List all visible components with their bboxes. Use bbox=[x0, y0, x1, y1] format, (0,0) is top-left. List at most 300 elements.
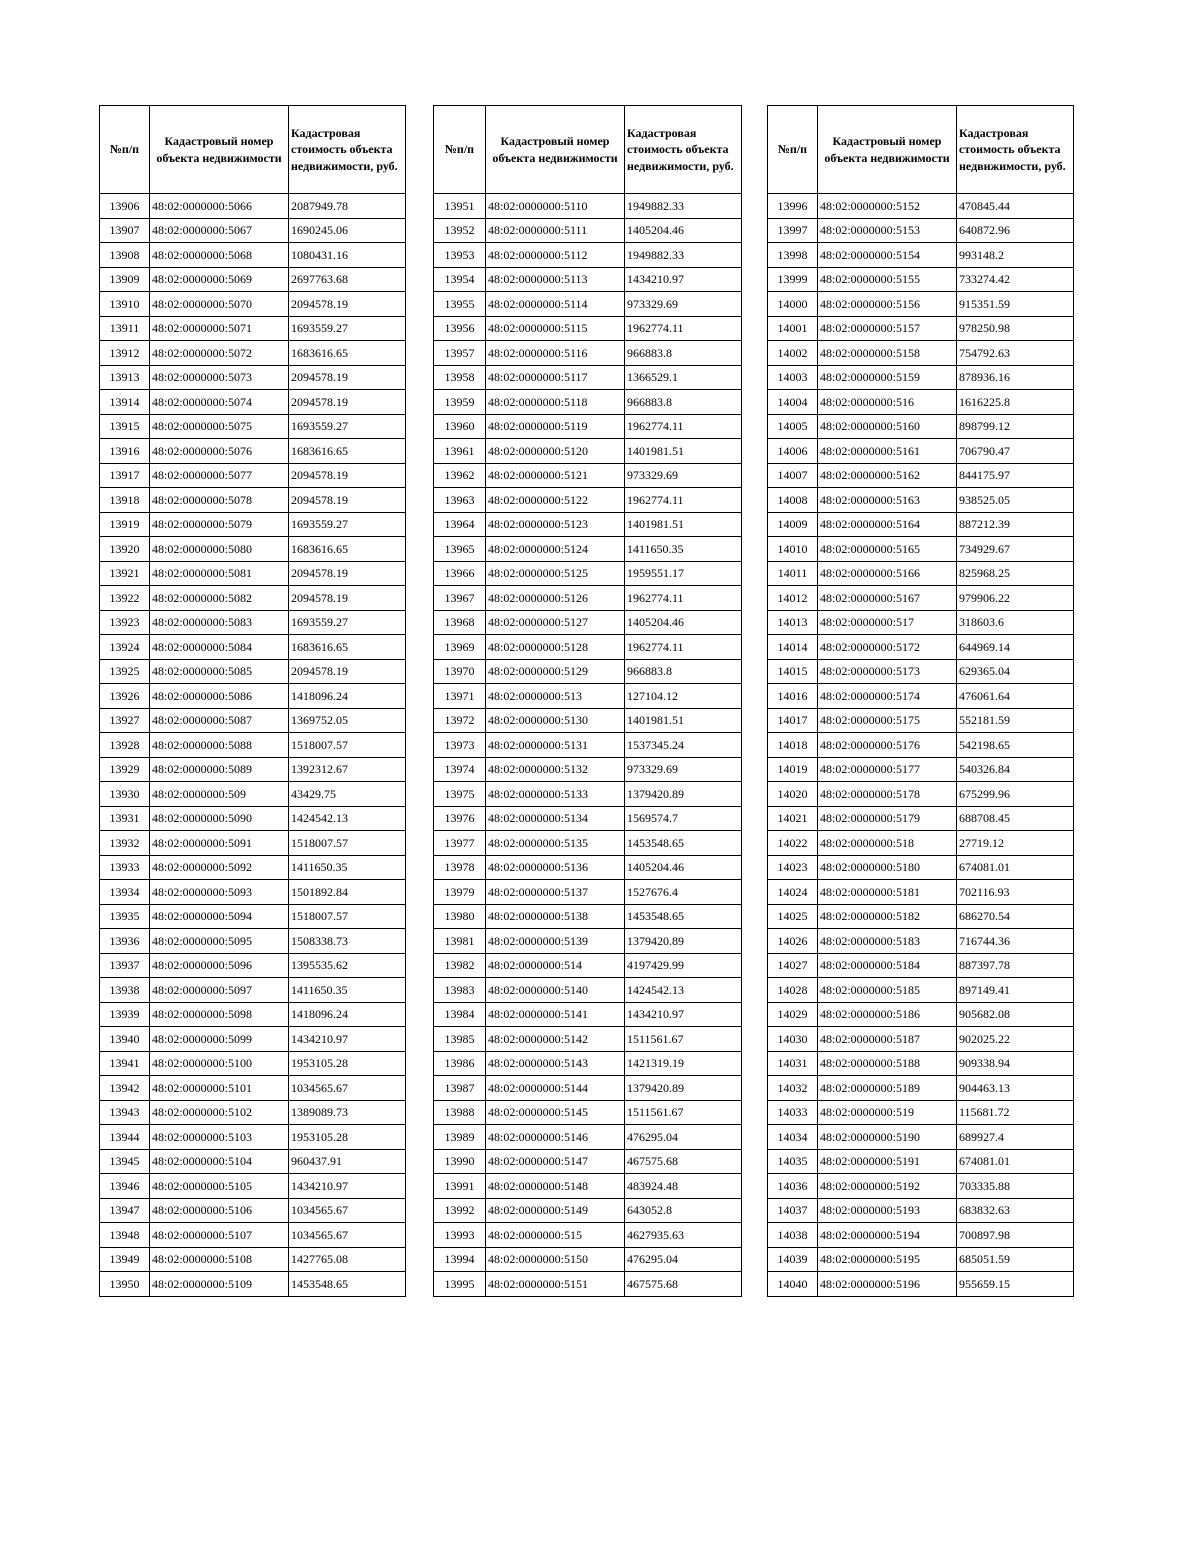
cadastral-value: 643052.8 bbox=[625, 1198, 742, 1223]
cadastral-value: 973329.69 bbox=[625, 292, 742, 317]
row-number: 13946 bbox=[100, 1174, 150, 1199]
table-row bbox=[768, 488, 1074, 513]
cadastral-value: 1569574.7 bbox=[625, 806, 742, 831]
cadastral-value: 1683616.65 bbox=[289, 537, 406, 562]
row-number: 13949 bbox=[100, 1247, 150, 1272]
table-row bbox=[768, 659, 1074, 684]
row-number: 13912 bbox=[100, 341, 150, 366]
cadastral-number: 48:02:0000000:5111 bbox=[486, 218, 625, 243]
cadastral-number: 48:02:0000000:5150 bbox=[486, 1247, 625, 1272]
table-row bbox=[100, 757, 406, 782]
row-number: 13974 bbox=[434, 757, 486, 782]
table-row bbox=[100, 708, 406, 733]
row-number: 14011 bbox=[768, 561, 818, 586]
cadastral-value: 1401981.51 bbox=[625, 512, 742, 537]
cadastral-number: 48:02:0000000:5175 bbox=[818, 708, 957, 733]
table-row bbox=[768, 880, 1074, 905]
cadastral-number: 48:02:0000000:5108 bbox=[150, 1247, 289, 1272]
row-number: 13975 bbox=[434, 782, 486, 807]
cadastral-value: 674081.01 bbox=[957, 1149, 1074, 1174]
row-number: 13959 bbox=[434, 390, 486, 415]
cadastral-number: 48:02:0000000:5179 bbox=[818, 806, 957, 831]
table-row bbox=[434, 635, 742, 660]
table-row bbox=[434, 1198, 742, 1223]
cadastral-number: 48:02:0000000:5158 bbox=[818, 341, 957, 366]
table-row bbox=[100, 978, 406, 1003]
cadastral-value: 1501892.84 bbox=[289, 880, 406, 905]
cadastral-value: 825968.25 bbox=[957, 561, 1074, 586]
row-number: 13919 bbox=[100, 512, 150, 537]
table-row bbox=[768, 782, 1074, 807]
cadastral-number: 48:02:0000000:517 bbox=[818, 610, 957, 635]
row-number: 13955 bbox=[434, 292, 486, 317]
table-row bbox=[434, 1247, 742, 1272]
cadastral-number: 48:02:0000000:5115 bbox=[486, 316, 625, 341]
cadastral-number: 48:02:0000000:5066 bbox=[150, 194, 289, 219]
table-row bbox=[768, 1100, 1074, 1125]
row-number: 13939 bbox=[100, 1002, 150, 1027]
cadastral-value: 686270.54 bbox=[957, 904, 1074, 929]
table-row bbox=[100, 537, 406, 562]
table-row bbox=[768, 1002, 1074, 1027]
cadastral-value: 1434210.97 bbox=[625, 1002, 742, 1027]
cadastral-value: 898799.12 bbox=[957, 414, 1074, 439]
table-row bbox=[434, 414, 742, 439]
table-row bbox=[434, 537, 742, 562]
cadastral-value: 1953105.28 bbox=[289, 1051, 406, 1076]
table-row bbox=[434, 806, 742, 831]
row-number: 14008 bbox=[768, 488, 818, 513]
cadastral-value: 2094578.19 bbox=[289, 488, 406, 513]
cadastral-value: 887212.39 bbox=[957, 512, 1074, 537]
table-row bbox=[768, 1272, 1074, 1297]
cadastral-value: 1411650.35 bbox=[289, 978, 406, 1003]
cadastral-value: 476295.04 bbox=[625, 1125, 742, 1150]
table-row bbox=[768, 365, 1074, 390]
table-row bbox=[100, 414, 406, 439]
cadastral-number: 48:02:0000000:5174 bbox=[818, 684, 957, 709]
table-row bbox=[100, 904, 406, 929]
cadastral-number: 48:02:0000000:5142 bbox=[486, 1027, 625, 1052]
cadastral-value: 1421319.19 bbox=[625, 1051, 742, 1076]
row-number: 13992 bbox=[434, 1198, 486, 1223]
table-row bbox=[100, 512, 406, 537]
cadastral-value: 2094578.19 bbox=[289, 561, 406, 586]
cadastral-number: 48:02:0000000:5154 bbox=[818, 243, 957, 268]
header-cadastral-number: Кадастровый номер объекта недвижимости bbox=[150, 106, 289, 194]
table-row bbox=[100, 1149, 406, 1174]
table-row bbox=[768, 1125, 1074, 1150]
cadastral-number: 48:02:0000000:509 bbox=[150, 782, 289, 807]
table-row bbox=[100, 292, 406, 317]
cadastral-value: 1411650.35 bbox=[289, 855, 406, 880]
cadastral-number: 48:02:0000000:516 bbox=[818, 390, 957, 415]
row-number: 14017 bbox=[768, 708, 818, 733]
row-number: 13979 bbox=[434, 880, 486, 905]
cadastral-number: 48:02:0000000:5093 bbox=[150, 880, 289, 905]
row-number: 14025 bbox=[768, 904, 818, 929]
row-number: 14029 bbox=[768, 1002, 818, 1027]
row-number: 13908 bbox=[100, 243, 150, 268]
cadastral-number: 48:02:0000000:5107 bbox=[150, 1223, 289, 1248]
cadastral-number: 48:02:0000000:5138 bbox=[486, 904, 625, 929]
row-number: 13924 bbox=[100, 635, 150, 660]
cadastral-number: 48:02:0000000:5122 bbox=[486, 488, 625, 513]
table-row bbox=[100, 1272, 406, 1297]
cadastral-number: 48:02:0000000:5069 bbox=[150, 267, 289, 292]
table-row bbox=[100, 1051, 406, 1076]
cadastral-value: 904463.13 bbox=[957, 1076, 1074, 1101]
row-number: 14006 bbox=[768, 439, 818, 464]
cadastral-value: 1401981.51 bbox=[625, 439, 742, 464]
cadastral-number: 48:02:0000000:5164 bbox=[818, 512, 957, 537]
table-row bbox=[768, 512, 1074, 537]
cadastral-number: 48:02:0000000:5106 bbox=[150, 1198, 289, 1223]
cadastral-value: 960437.91 bbox=[289, 1149, 406, 1174]
cadastral-number: 48:02:0000000:514 bbox=[486, 953, 625, 978]
row-number: 13944 bbox=[100, 1125, 150, 1150]
row-number: 13989 bbox=[434, 1125, 486, 1150]
cadastral-number: 48:02:0000000:5146 bbox=[486, 1125, 625, 1150]
row-number: 13911 bbox=[100, 316, 150, 341]
row-number: 14027 bbox=[768, 953, 818, 978]
header-cadastral-value: Кадастровая стоимость объекта недвижимости, руб. bbox=[289, 106, 406, 194]
cadastral-value: 966883.8 bbox=[625, 659, 742, 684]
header-cadastral-value: Кадастровая стоимость объекта недвижимости, руб. bbox=[957, 106, 1074, 194]
table-row bbox=[434, 708, 742, 733]
cadastral-value: 2094578.19 bbox=[289, 365, 406, 390]
cadastral-number: 48:02:0000000:5190 bbox=[818, 1125, 957, 1150]
cadastral-value: 467575.68 bbox=[625, 1272, 742, 1297]
cadastral-number: 48:02:0000000:5092 bbox=[150, 855, 289, 880]
cadastral-value: 1389089.73 bbox=[289, 1100, 406, 1125]
header-cadastral-number: Кадастровый номер объекта недвижимости bbox=[818, 106, 957, 194]
cadastral-number: 48:02:0000000:5104 bbox=[150, 1149, 289, 1174]
cadastral-number: 48:02:0000000:5070 bbox=[150, 292, 289, 317]
cadastral-number: 48:02:0000000:5136 bbox=[486, 855, 625, 880]
row-number: 13948 bbox=[100, 1223, 150, 1248]
cadastral-number: 48:02:0000000:5180 bbox=[818, 855, 957, 880]
row-number: 13984 bbox=[434, 1002, 486, 1027]
row-number: 14022 bbox=[768, 831, 818, 856]
table-row bbox=[100, 733, 406, 758]
table-row bbox=[100, 880, 406, 905]
cadastral-number: 48:02:0000000:5134 bbox=[486, 806, 625, 831]
table-row bbox=[768, 292, 1074, 317]
cadastral-number: 48:02:0000000:5082 bbox=[150, 586, 289, 611]
table-row bbox=[768, 586, 1074, 611]
cadastral-value: 979906.22 bbox=[957, 586, 1074, 611]
cadastral-value: 1379420.89 bbox=[625, 782, 742, 807]
row-number: 13922 bbox=[100, 586, 150, 611]
cadastral-number: 48:02:0000000:5178 bbox=[818, 782, 957, 807]
table-row bbox=[434, 978, 742, 1003]
cadastral-number: 48:02:0000000:5163 bbox=[818, 488, 957, 513]
table-row bbox=[100, 1223, 406, 1248]
table-row bbox=[100, 243, 406, 268]
cadastral-number: 48:02:0000000:5140 bbox=[486, 978, 625, 1003]
table-row bbox=[100, 855, 406, 880]
table-row bbox=[434, 610, 742, 635]
header-cadastral-value: Кадастровая стоимость объекта недвижимости, руб. bbox=[625, 106, 742, 194]
cadastral-value: 966883.8 bbox=[625, 341, 742, 366]
row-number: 13931 bbox=[100, 806, 150, 831]
cadastral-value: 1401981.51 bbox=[625, 708, 742, 733]
cadastral-value: 973329.69 bbox=[625, 757, 742, 782]
row-number: 14036 bbox=[768, 1174, 818, 1199]
cadastral-number: 48:02:0000000:5148 bbox=[486, 1174, 625, 1199]
cadastral-number: 48:02:0000000:5152 bbox=[818, 194, 957, 219]
cadastral-value: 878936.16 bbox=[957, 365, 1074, 390]
cadastral-number: 48:02:0000000:5193 bbox=[818, 1198, 957, 1223]
cadastral-number: 48:02:0000000:5101 bbox=[150, 1076, 289, 1101]
cadastral-number: 48:02:0000000:5194 bbox=[818, 1223, 957, 1248]
table-row bbox=[768, 1051, 1074, 1076]
table-row bbox=[768, 757, 1074, 782]
header-num: №п/п bbox=[768, 106, 818, 194]
cadastral-number: 48:02:0000000:5186 bbox=[818, 1002, 957, 1027]
cadastral-value: 1962774.11 bbox=[625, 488, 742, 513]
cadastral-number: 48:02:0000000:5110 bbox=[486, 194, 625, 219]
table-header-row bbox=[100, 106, 406, 194]
table-row bbox=[434, 1027, 742, 1052]
row-number: 13976 bbox=[434, 806, 486, 831]
cadastral-value: 1959551.17 bbox=[625, 561, 742, 586]
cadastral-value: 27719.12 bbox=[957, 831, 1074, 856]
cadastral-value: 4197429.99 bbox=[625, 953, 742, 978]
table-row bbox=[768, 1247, 1074, 1272]
table-header-row bbox=[768, 106, 1074, 194]
cadastral-number: 48:02:0000000:5090 bbox=[150, 806, 289, 831]
header-cadastral-number: Кадастровый номер объекта недвижимости bbox=[486, 106, 625, 194]
cadastral-value: 2094578.19 bbox=[289, 463, 406, 488]
cadastral-value: 1511561.67 bbox=[625, 1100, 742, 1125]
row-number: 13981 bbox=[434, 929, 486, 954]
table-row bbox=[768, 390, 1074, 415]
table-row bbox=[434, 1174, 742, 1199]
cadastral-number: 48:02:0000000:5123 bbox=[486, 512, 625, 537]
cadastral-number: 48:02:0000000:5172 bbox=[818, 635, 957, 660]
cadastral-number: 48:02:0000000:5099 bbox=[150, 1027, 289, 1052]
cadastral-value: 734929.67 bbox=[957, 537, 1074, 562]
row-number: 14021 bbox=[768, 806, 818, 831]
cadastral-value: 905682.08 bbox=[957, 1002, 1074, 1027]
cadastral-value: 1034565.67 bbox=[289, 1223, 406, 1248]
row-number: 14012 bbox=[768, 586, 818, 611]
row-number: 14039 bbox=[768, 1247, 818, 1272]
cadastral-value: 1453548.65 bbox=[289, 1272, 406, 1297]
cadastral-number: 48:02:0000000:5147 bbox=[486, 1149, 625, 1174]
cadastral-number: 48:02:0000000:519 bbox=[818, 1100, 957, 1125]
row-number: 13954 bbox=[434, 267, 486, 292]
cadastral-number: 48:02:0000000:5195 bbox=[818, 1247, 957, 1272]
table-row bbox=[434, 929, 742, 954]
table-row bbox=[100, 463, 406, 488]
row-number: 13929 bbox=[100, 757, 150, 782]
row-number: 13933 bbox=[100, 855, 150, 880]
row-number: 13998 bbox=[768, 243, 818, 268]
table-row bbox=[434, 365, 742, 390]
row-number: 13935 bbox=[100, 904, 150, 929]
cadastral-number: 48:02:0000000:5078 bbox=[150, 488, 289, 513]
cadastral-number: 48:02:0000000:5085 bbox=[150, 659, 289, 684]
cadastral-number: 48:02:0000000:5072 bbox=[150, 341, 289, 366]
row-number: 14031 bbox=[768, 1051, 818, 1076]
cadastral-table-2 bbox=[433, 105, 742, 1297]
cadastral-value: 1395535.62 bbox=[289, 953, 406, 978]
table-row bbox=[768, 635, 1074, 660]
cadastral-value: 1518007.57 bbox=[289, 904, 406, 929]
table-row bbox=[768, 439, 1074, 464]
row-number: 13940 bbox=[100, 1027, 150, 1052]
table-row bbox=[434, 880, 742, 905]
table-row bbox=[434, 1051, 742, 1076]
table-row bbox=[434, 316, 742, 341]
cadastral-number: 48:02:0000000:5162 bbox=[818, 463, 957, 488]
cadastral-value: 1080431.16 bbox=[289, 243, 406, 268]
row-number: 13910 bbox=[100, 292, 150, 317]
cadastral-number: 48:02:0000000:5086 bbox=[150, 684, 289, 709]
cadastral-number: 48:02:0000000:5096 bbox=[150, 953, 289, 978]
cadastral-value: 706790.47 bbox=[957, 439, 1074, 464]
cadastral-number: 48:02:0000000:5137 bbox=[486, 880, 625, 905]
table-row bbox=[100, 218, 406, 243]
cadastral-value: 1693559.27 bbox=[289, 610, 406, 635]
row-number: 14028 bbox=[768, 978, 818, 1003]
table-row bbox=[434, 439, 742, 464]
cadastral-value: 675299.96 bbox=[957, 782, 1074, 807]
row-number: 13963 bbox=[434, 488, 486, 513]
row-number: 13968 bbox=[434, 610, 486, 635]
cadastral-number: 48:02:0000000:5109 bbox=[150, 1272, 289, 1297]
cadastral-number: 48:02:0000000:5095 bbox=[150, 929, 289, 954]
row-number: 13938 bbox=[100, 978, 150, 1003]
cadastral-number: 48:02:0000000:5143 bbox=[486, 1051, 625, 1076]
cadastral-number: 48:02:0000000:5131 bbox=[486, 733, 625, 758]
row-number: 13928 bbox=[100, 733, 150, 758]
cadastral-number: 48:02:0000000:5120 bbox=[486, 439, 625, 464]
row-number: 13930 bbox=[100, 782, 150, 807]
cadastral-number: 48:02:0000000:5089 bbox=[150, 757, 289, 782]
table-row bbox=[768, 953, 1074, 978]
cadastral-number: 48:02:0000000:5157 bbox=[818, 316, 957, 341]
row-number: 13980 bbox=[434, 904, 486, 929]
cadastral-number: 48:02:0000000:5087 bbox=[150, 708, 289, 733]
table-row bbox=[100, 782, 406, 807]
row-number: 13960 bbox=[434, 414, 486, 439]
cadastral-number: 48:02:0000000:5181 bbox=[818, 880, 957, 905]
row-number: 13947 bbox=[100, 1198, 150, 1223]
table-row bbox=[434, 341, 742, 366]
table-row bbox=[768, 708, 1074, 733]
cadastral-value: 688708.45 bbox=[957, 806, 1074, 831]
cadastral-number: 48:02:0000000:5135 bbox=[486, 831, 625, 856]
cadastral-number: 48:02:0000000:5130 bbox=[486, 708, 625, 733]
row-number: 13994 bbox=[434, 1247, 486, 1272]
cadastral-value: 1949882.33 bbox=[625, 194, 742, 219]
cadastral-value: 476295.04 bbox=[625, 1247, 742, 1272]
cadastral-value: 1034565.67 bbox=[289, 1076, 406, 1101]
cadastral-value: 1453548.65 bbox=[625, 831, 742, 856]
table-row bbox=[768, 414, 1074, 439]
row-number: 13917 bbox=[100, 463, 150, 488]
cadastral-value: 1405204.46 bbox=[625, 855, 742, 880]
table-row bbox=[100, 390, 406, 415]
cadastral-value: 2697763.68 bbox=[289, 267, 406, 292]
header-num: №п/п bbox=[100, 106, 150, 194]
table-row bbox=[434, 904, 742, 929]
cadastral-value: 1418096.24 bbox=[289, 684, 406, 709]
cadastral-number: 48:02:0000000:5151 bbox=[486, 1272, 625, 1297]
table-row bbox=[768, 561, 1074, 586]
row-number: 14013 bbox=[768, 610, 818, 635]
table-row bbox=[434, 733, 742, 758]
row-number: 14016 bbox=[768, 684, 818, 709]
cadastral-value: 844175.97 bbox=[957, 463, 1074, 488]
table-row bbox=[434, 561, 742, 586]
cadastral-value: 902025.22 bbox=[957, 1027, 1074, 1052]
cadastral-number: 48:02:0000000:5114 bbox=[486, 292, 625, 317]
cadastral-number: 48:02:0000000:5145 bbox=[486, 1100, 625, 1125]
cadastral-value: 43429.75 bbox=[289, 782, 406, 807]
cadastral-number: 48:02:0000000:5071 bbox=[150, 316, 289, 341]
cadastral-number: 48:02:0000000:5091 bbox=[150, 831, 289, 856]
cadastral-value: 115681.72 bbox=[957, 1100, 1074, 1125]
cadastral-value: 1411650.35 bbox=[625, 537, 742, 562]
cadastral-value: 2094578.19 bbox=[289, 292, 406, 317]
row-number: 13916 bbox=[100, 439, 150, 464]
table-row bbox=[768, 806, 1074, 831]
row-number: 13986 bbox=[434, 1051, 486, 1076]
table-row bbox=[100, 610, 406, 635]
cadastral-value: 973329.69 bbox=[625, 463, 742, 488]
cadastral-number: 48:02:0000000:5187 bbox=[818, 1027, 957, 1052]
cadastral-number: 48:02:0000000:5067 bbox=[150, 218, 289, 243]
table-row bbox=[768, 831, 1074, 856]
row-number: 13972 bbox=[434, 708, 486, 733]
cadastral-value: 1518007.57 bbox=[289, 831, 406, 856]
table-row bbox=[768, 1027, 1074, 1052]
cadastral-value: 938525.05 bbox=[957, 488, 1074, 513]
cadastral-value: 1962774.11 bbox=[625, 586, 742, 611]
cadastral-value: 1616225.8 bbox=[957, 390, 1074, 415]
row-number: 14032 bbox=[768, 1076, 818, 1101]
cadastral-number: 48:02:0000000:5121 bbox=[486, 463, 625, 488]
cadastral-number: 48:02:0000000:5191 bbox=[818, 1149, 957, 1174]
table-row bbox=[768, 267, 1074, 292]
cadastral-number: 48:02:0000000:5112 bbox=[486, 243, 625, 268]
row-number: 14018 bbox=[768, 733, 818, 758]
table-row bbox=[768, 243, 1074, 268]
row-number: 13966 bbox=[434, 561, 486, 586]
table-row bbox=[768, 929, 1074, 954]
row-number: 14007 bbox=[768, 463, 818, 488]
cadastral-value: 1683616.65 bbox=[289, 341, 406, 366]
row-number: 14035 bbox=[768, 1149, 818, 1174]
row-number: 13941 bbox=[100, 1051, 150, 1076]
table-row bbox=[434, 855, 742, 880]
cadastral-number: 48:02:0000000:5173 bbox=[818, 659, 957, 684]
row-number: 13936 bbox=[100, 929, 150, 954]
table-row bbox=[434, 194, 742, 219]
table-row bbox=[100, 488, 406, 513]
cadastral-number: 48:02:0000000:5132 bbox=[486, 757, 625, 782]
table-row bbox=[768, 855, 1074, 880]
table-row bbox=[434, 1125, 742, 1150]
cadastral-value: 2094578.19 bbox=[289, 586, 406, 611]
row-number: 13967 bbox=[434, 586, 486, 611]
cadastral-value: 2094578.19 bbox=[289, 390, 406, 415]
